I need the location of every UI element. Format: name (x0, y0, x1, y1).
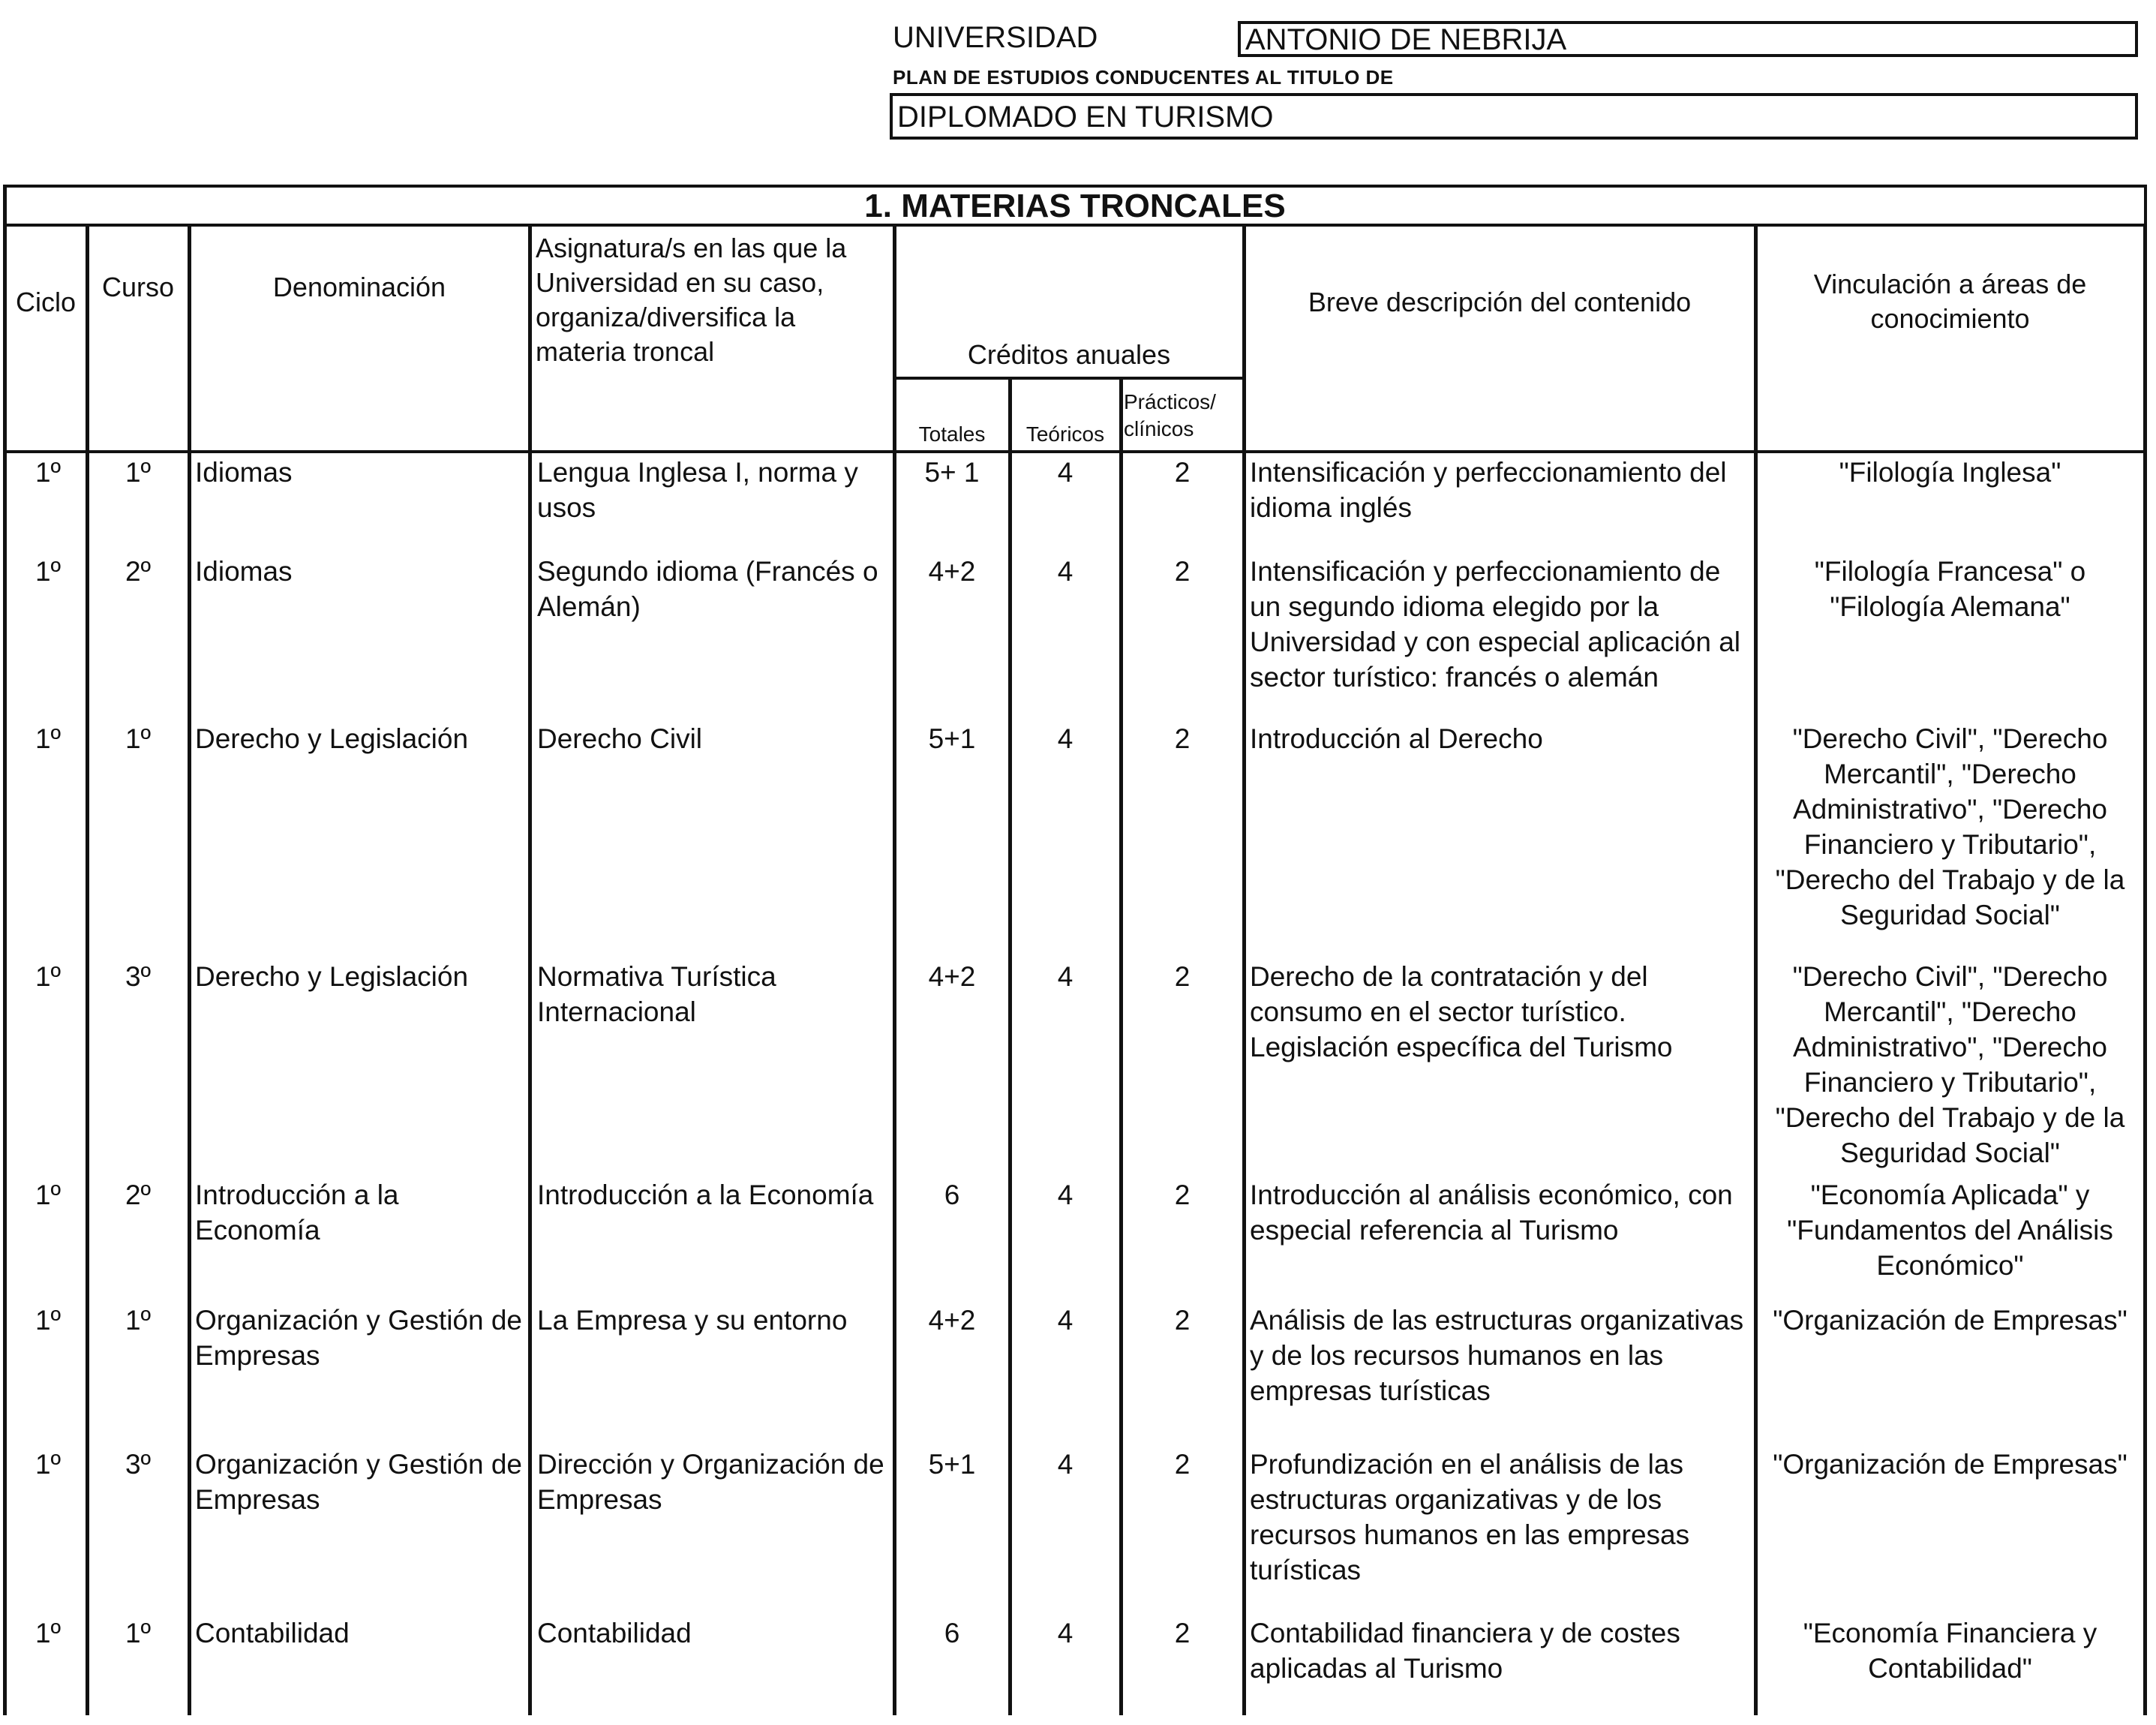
cell-teoricos: 4 (1057, 1305, 1073, 1336)
col-ciclo: Ciclo (15, 287, 76, 317)
cell-ciclo: 1º (35, 1449, 62, 1480)
cell-denominacion: Idiomas (195, 556, 293, 587)
titulo-value: DIPLOMADO EN TURISMO (890, 93, 2138, 140)
cell-ciclo: 1º (35, 457, 62, 488)
grid-line (3, 450, 2147, 453)
cell-practicos: 2 (1174, 1618, 1191, 1648)
cell-descripcion: Intensificación y perfeccionamiento de un segundo idioma elegido por la Universidad y con especial aplicación al sector turístico: francés o alemán (1250, 556, 1741, 693)
cell-practicos: 2 (1174, 961, 1191, 992)
cell-vinculacion: "Filología Francesa" o "Filología Alemana" (1814, 556, 2086, 622)
cell-teoricos: 4 (1057, 1180, 1073, 1210)
cell-curso: 2º (125, 556, 152, 587)
cell-asignatura: Lengua Inglesa I, norma y usos (537, 457, 858, 523)
cell-vinculacion: "Filología Inglesa" (1839, 457, 2061, 488)
cell-denominacion: Organización y Gestión de Empresas (195, 1449, 523, 1515)
cell-descripcion: Profundización en el análisis de las estructuras organizativas y de los recursos humanos en las empresas turísticas (1250, 1449, 1690, 1585)
cell-totales: 6 (944, 1618, 960, 1648)
cell-descripcion: Introducción al Derecho (1250, 723, 1543, 754)
cell-teoricos: 4 (1057, 961, 1073, 992)
cell-asignatura: Dirección y Organización de Empresas (537, 1449, 884, 1515)
cell-totales: 5+ 1 (924, 457, 980, 488)
cell-practicos: 2 (1174, 1180, 1191, 1210)
cell-asignatura: Introducción a la Economía (537, 1180, 874, 1210)
cell-totales: 5+1 (928, 1449, 976, 1480)
cell-vinculacion: "Derecho Civil", "Derecho Mercantil", "Derecho Administrativo", "Derecho Financiero y Tributario", "Derecho del Trabajo y de la Seguridad Social" (1775, 961, 2125, 1168)
cell-ciclo: 1º (35, 556, 62, 587)
cell-practicos: 2 (1174, 1449, 1191, 1480)
cell-practicos: 2 (1174, 1305, 1191, 1336)
cell-curso: 1º (125, 1618, 152, 1648)
col-denominacion: Denominación (272, 272, 446, 302)
cell-denominacion: Derecho y Legislación (195, 961, 469, 992)
cell-teoricos: 4 (1057, 1449, 1073, 1480)
cell-curso: 1º (125, 1305, 152, 1336)
cell-teoricos: 4 (1057, 723, 1073, 754)
cell-denominacion: Organización y Gestión de Empresas (195, 1305, 523, 1371)
cell-asignatura: Contabilidad (537, 1618, 692, 1648)
cell-totales: 4+2 (928, 1305, 976, 1336)
cell-ciclo: 1º (35, 1618, 62, 1648)
cell-vinculacion: "Economía Financiera y Contabilidad" (1803, 1618, 2097, 1684)
cell-denominacion: Introducción a la Economía (195, 1180, 399, 1246)
cell-vinculacion: "Organización de Empresas" (1773, 1305, 2127, 1336)
cell-curso: 3º (125, 961, 152, 992)
cell-denominacion: Derecho y Legislación (195, 723, 469, 754)
col-descripcion: Breve descripción del contenido (1308, 287, 1692, 317)
cell-totales: 4+2 (928, 961, 976, 992)
col-vinculacion: Vinculación a áreas de conocimiento (1813, 269, 2087, 334)
cell-practicos: 2 (1174, 457, 1191, 488)
cell-practicos: 2 (1174, 556, 1191, 587)
cell-ciclo: 1º (35, 1305, 62, 1336)
cell-descripcion: Contabilidad financiera y de costes aplicadas al Turismo (1250, 1618, 1680, 1684)
col-totales: Totales (918, 422, 986, 446)
cell-ciclo: 1º (35, 1180, 62, 1210)
col-practicos: Prácticos/ clínicos (1124, 390, 1216, 440)
cell-totales: 4+2 (928, 556, 976, 587)
universidad-value: ANTONIO DE NEBRIJA (1238, 21, 2138, 57)
cell-teoricos: 4 (1057, 556, 1073, 587)
cell-descripcion: Análisis de las estructuras organizativas y de los recursos humanos en las empresas turísticas (1250, 1305, 1744, 1406)
cell-teoricos: 4 (1057, 1618, 1073, 1648)
cell-descripcion: Intensificación y perfeccionamiento del idioma inglés (1250, 457, 1727, 523)
cell-asignatura: La Empresa y su entorno (537, 1305, 848, 1336)
table-title: 1. MATERIAS TRONCALES (864, 188, 1286, 224)
cell-curso: 1º (125, 457, 152, 488)
col-asignatura: Asignatura/s en las que la Universidad en su caso, organiza/diversifica la materia troncal (536, 233, 847, 367)
grid-line (893, 377, 1242, 380)
cell-denominacion: Contabilidad (195, 1618, 350, 1648)
cell-vinculacion: "Economía Aplicada" y "Fundamentos del Análisis Económico" (1787, 1180, 2113, 1281)
cell-asignatura: Normativa Turística Internacional (537, 961, 776, 1027)
col-teoricos: Teóricos (1025, 422, 1105, 446)
cell-asignatura: Derecho Civil (537, 723, 703, 754)
cell-practicos: 2 (1174, 723, 1191, 754)
col-curso: Curso (101, 272, 175, 302)
universidad-label: UNIVERSIDAD (893, 21, 1098, 54)
cell-ciclo: 1º (35, 723, 62, 754)
grid-line (3, 185, 7, 1715)
cell-ciclo: 1º (35, 961, 62, 992)
cell-vinculacion: "Organización de Empresas" (1773, 1449, 2127, 1480)
cell-curso: 1º (125, 723, 152, 754)
col-creditos: Créditos anuales (967, 339, 1171, 370)
cell-totales: 6 (944, 1180, 960, 1210)
plan-label: PLAN DE ESTUDIOS CONDUCENTES AL TITULO DE (893, 66, 1394, 89)
cell-denominacion: Idiomas (195, 457, 293, 488)
cell-curso: 2º (125, 1180, 152, 1210)
cell-teoricos: 4 (1057, 457, 1073, 488)
cell-descripcion: Introducción al análisis económico, con especial referencia al Turismo (1250, 1180, 1733, 1246)
cell-totales: 5+1 (928, 723, 976, 754)
materias-troncales-table (3, 185, 2147, 1715)
cell-descripcion: Derecho de la contratación y del consumo en el sector turístico. Legislación específica del Turismo (1250, 961, 1673, 1062)
cell-curso: 3º (125, 1449, 152, 1480)
cell-asignatura: Segundo idioma (Francés o Alemán) (537, 556, 878, 622)
cell-vinculacion: "Derecho Civil", "Derecho Mercantil", "Derecho Administrativo", "Derecho Financiero y Tributario", "Derecho del Trabajo y de la Seguridad Social" (1775, 723, 2125, 930)
